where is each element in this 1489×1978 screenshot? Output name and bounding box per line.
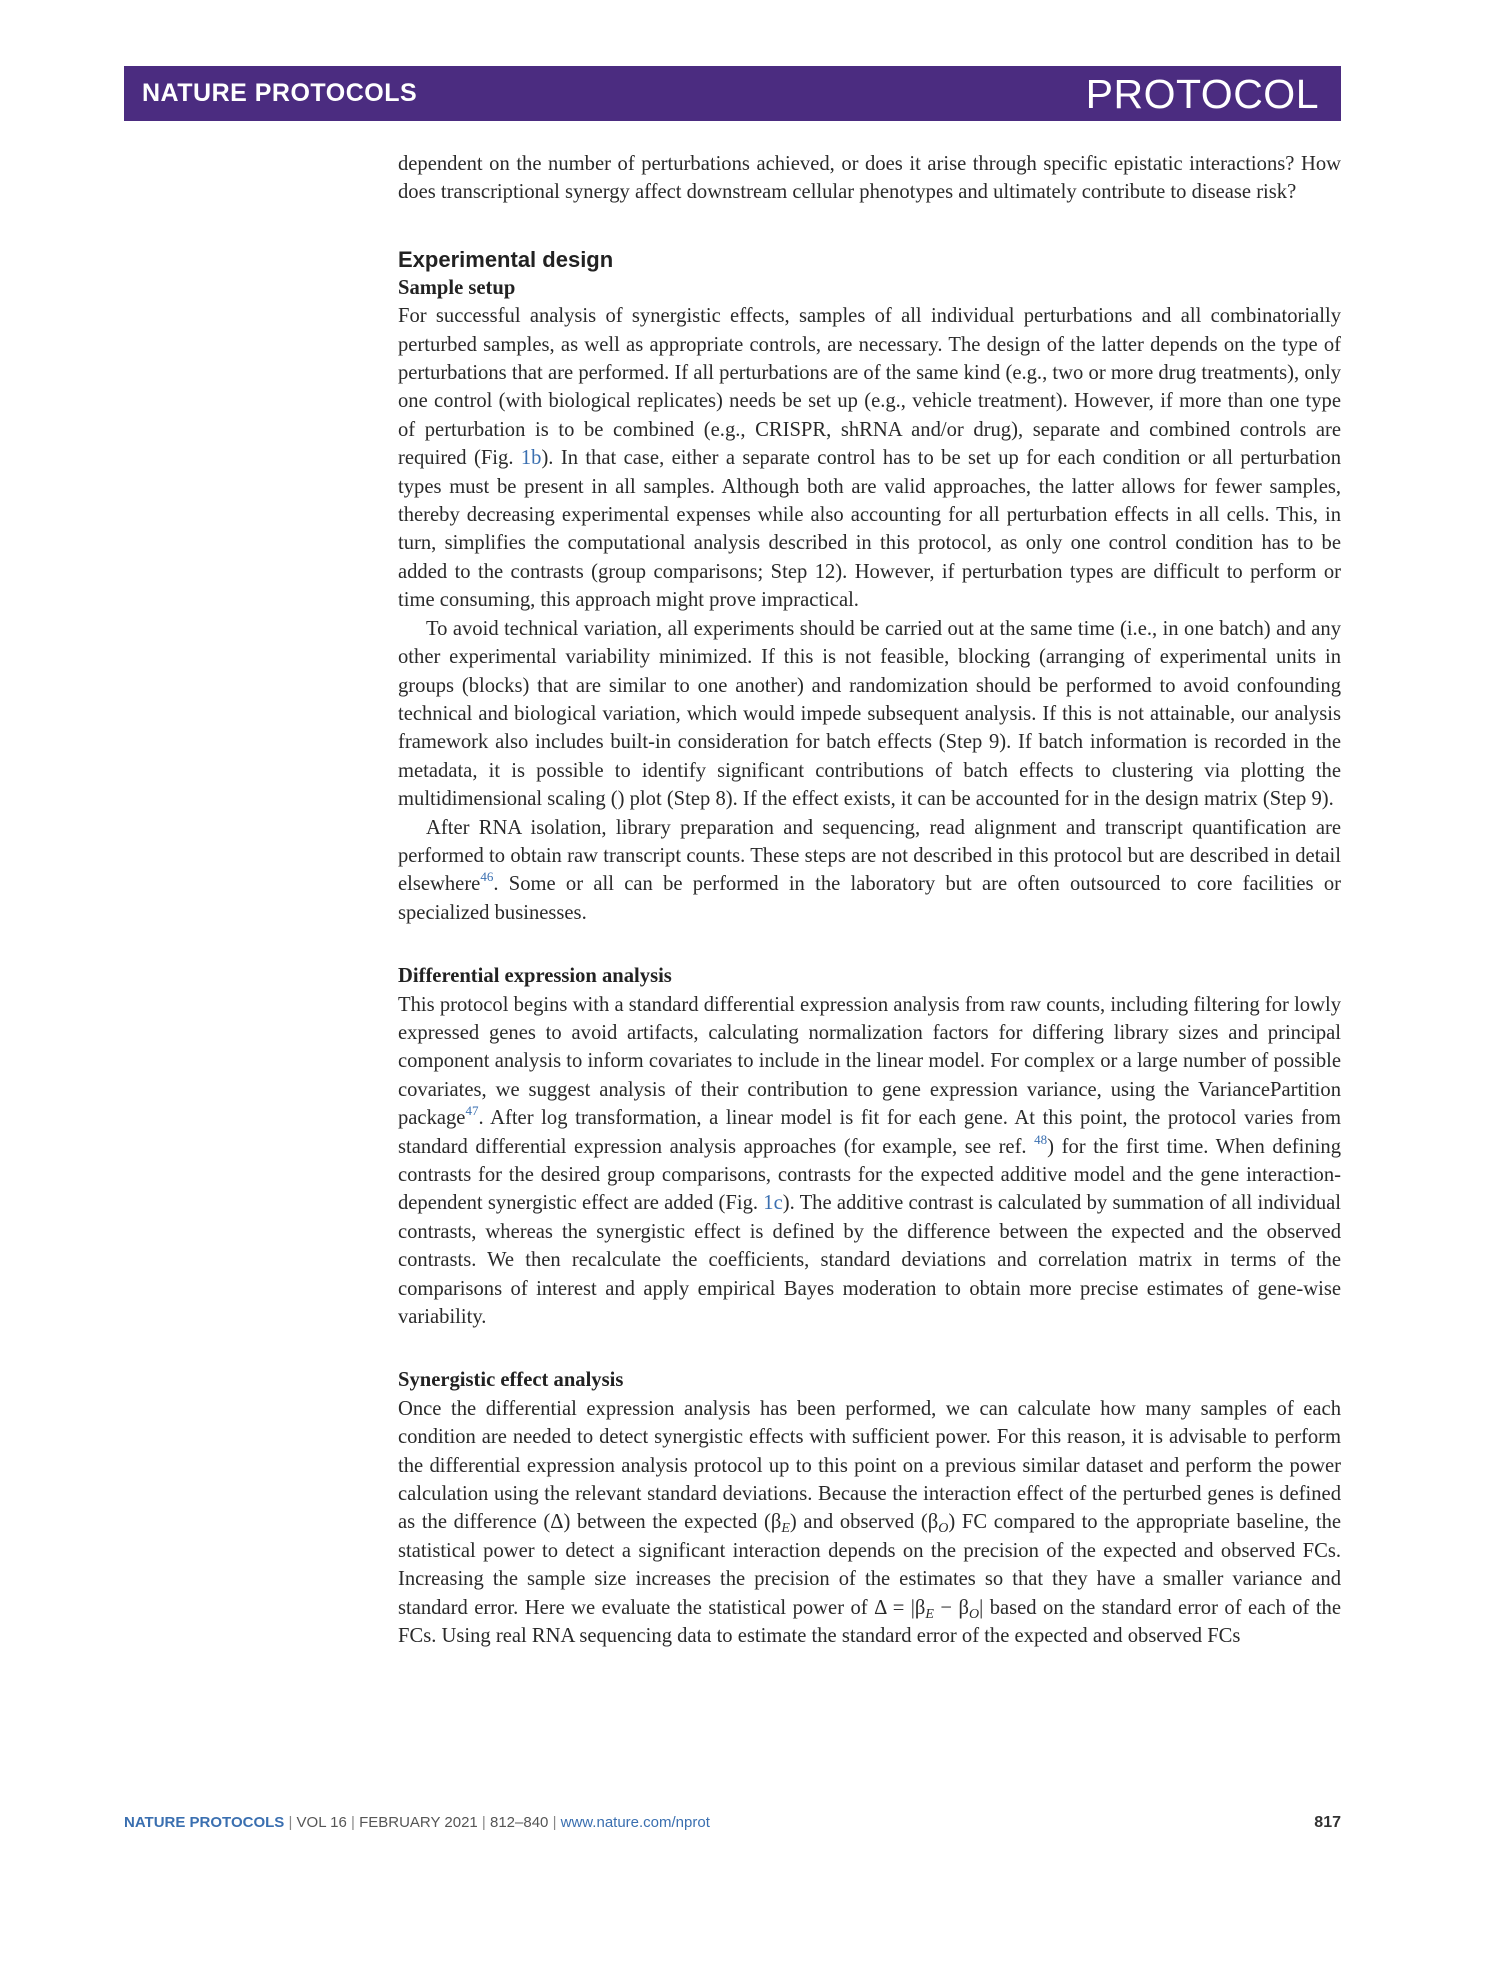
text-run: Once the differential expression analysis has been performed, we can calculate how many samples of each condition are needed to detect synergistic effects with sufficient power. For this reason, it is advisable to perform the differential expression analysis protocol up to this point on a previous similar dataset and perform the power calculation using the relevant standard deviations. Because the interaction effect of the perturbed genes is defined as the difference (Δ) between the expected (β (398, 1397, 1341, 1534)
journal-header-bar (124, 66, 1341, 121)
footer-separator: | (548, 1814, 561, 1831)
text-run: ). In that case, either a separate control has to be set up for each condition or all perturbation types must be present in all samples. Although both are valid approaches, the latter allows for fewer samples, thereby decreasing experimental expenses while also accounting for all perturbation effects in all cells. This, in turn, simplifies the computational analysis described in this protocol, as only one control condition has to be added to the contrasts (group comparisons; Step 12). However, if perturbation types are difficult to perform or time consuming, this approach might prove impractical. (398, 447, 1342, 612)
text-run: ) for the first time. When defining contrasts for the desired group comparisons, contrasts for the expected additive model and the gene interaction-dependent synergistic effect are added (Fig. (398, 1135, 1342, 1215)
section-title-experimental-design: Experimental design (398, 246, 614, 272)
spacer (398, 927, 1341, 962)
spacer (398, 207, 1341, 246)
synergistic-effect-paragraph (398, 1395, 1341, 1651)
subsection-title-differential-expression: Differential expression analysis (398, 965, 672, 988)
text-run: For successful analysis of synergistic effects, samples of all individual perturbations and all combinatorially perturbed samples, as well as appropriate controls, are necessary. The design of the latter depends on the type of perturbations that are performed. If all perturbations are of the same kind (e.g., two or more drug treatments), only one control (with biological replicates) needs be set up (e.g., vehicle treatment). However, if more than one type of perturbation is to be combined (e.g., CRISPR, shRNA and/or drug), separate and combined controls are required (Fig. (398, 305, 1341, 470)
reference-link-47[interactable]: 47 (465, 1103, 479, 1119)
text-run: ) FC compared to the appropriate baseline, the statistical power to detect a significant interaction depends on the precision of the expected and observed FCs. Increasing the sample size increases the precision of the estimates so that they have a smaller variance and standard error. Here we evaluate the statistical power of Δ = |β (398, 1511, 1342, 1619)
journal-name: NATURE PROTOCOLS (142, 79, 418, 107)
subsection-title-sample-setup: Sample setup (398, 276, 516, 299)
text-run: | based on the standard error of each of the FCs. Using real RNA sequencing data to estimate the standard error of the expected and observed FCs (398, 1596, 1341, 1648)
article-body (398, 150, 1341, 1651)
text-run: . After log transformation, a linear model is fit for each gene. At this point, the protocol varies from standard differential expression analysis approaches (for example, see ref. (398, 1107, 1341, 1158)
subsection-title-synergistic-effect: Synergistic effect analysis (398, 1369, 624, 1392)
text-run: . Some or all can be performed in the laboratory but are often outsourced to core facilities or specialized businesses. (398, 873, 1341, 924)
text-run: − β (933, 1596, 969, 1619)
footer-date: FEBRUARY 2021 (359, 1814, 478, 1831)
sample-setup-paragraph-1 (398, 302, 1341, 614)
footer-volume: VOL 16 (296, 1814, 347, 1831)
reference-link-48[interactable]: 48 (1034, 1131, 1048, 1147)
text-run: ) and observed (β (789, 1511, 939, 1534)
intro-paragraph: dependent on the number of perturbations achieved, or does it arise through specific epistatic interactions? How does transcriptional synergy affect downstream cellular phenotypes and ultimately contribute to disease risk? (398, 153, 1341, 204)
footer-url-link[interactable]: www.nature.com/nprot (560, 1814, 710, 1831)
footer-pages: 812–840 (490, 1814, 549, 1831)
sample-setup-paragraph-3 (398, 814, 1341, 928)
figure-link-1c[interactable]: 1c (763, 1192, 783, 1215)
spacer (398, 1331, 1341, 1366)
footer-separator: | (346, 1814, 360, 1831)
page-number: 817 (1314, 1814, 1341, 1831)
math-subscript: E (781, 1521, 790, 1537)
math-subscript: O (938, 1521, 949, 1537)
reference-link-46[interactable]: 46 (480, 869, 494, 885)
text-run: ). The additive contrast is calculated by summation of all individual contrasts, whereas the synergistic effect is defined by the difference between the expected and the observed contrasts. We then recalculate the coefficients, standard deviations and correlation matrix in terms of the comparisons of interest and apply empirical Bayes moderation to obtain more precise estimates of gene-wise variability. (398, 1192, 1341, 1329)
math-subscript: O (968, 1606, 980, 1622)
figure-link-1b[interactable]: 1b (520, 447, 542, 470)
footer-separator: | (284, 1814, 297, 1831)
math-subscript: E (925, 1606, 934, 1622)
differential-expression-paragraph (398, 991, 1341, 1332)
article-type: PROTOCOL (1085, 71, 1319, 117)
footer-journal-name: NATURE PROTOCOLS (124, 1814, 285, 1831)
text-run: After RNA isolation, library preparation and sequencing, read alignment and transcript quantification are performed to obtain raw transcript counts. These steps are not described in this protocol but are described in detail elsewhere (398, 816, 1341, 896)
sample-setup-paragraph-2: To avoid technical variation, all experiments should be carried out at the same time (i.e., in one batch) and any other experimental variability minimized. If this is not feasible, blocking (arranging of experimental units in groups (blocks) that are similar to one another) and randomization should be performed to avoid confounding technical and biological variation, which would impede subsequent analysis. If this is not attainable, our analysis framework also includes built-in consideration for batch effects (Step 9). If batch information is recorded in the metadata, it is possible to identify significant contributions of batch effects to clustering via plotting the multidimensional scaling () plot (Step 8). If the effect exists, it can be accounted for in the design matrix (Step 9). (398, 617, 1341, 811)
text-run: This protocol begins with a standard differential expression analysis from raw counts, including filtering for lowly expressed genes to avoid artifacts, calculating normalization factors for differing library sizes and principal component analysis to inform covariates to include in the linear model. For complex or a large number of possible covariates, we suggest analysis of their contribution to gene expression variance, using the VariancePartition package (398, 993, 1341, 1130)
page-footer (124, 1811, 1341, 1835)
footer-separator: | (477, 1814, 490, 1831)
